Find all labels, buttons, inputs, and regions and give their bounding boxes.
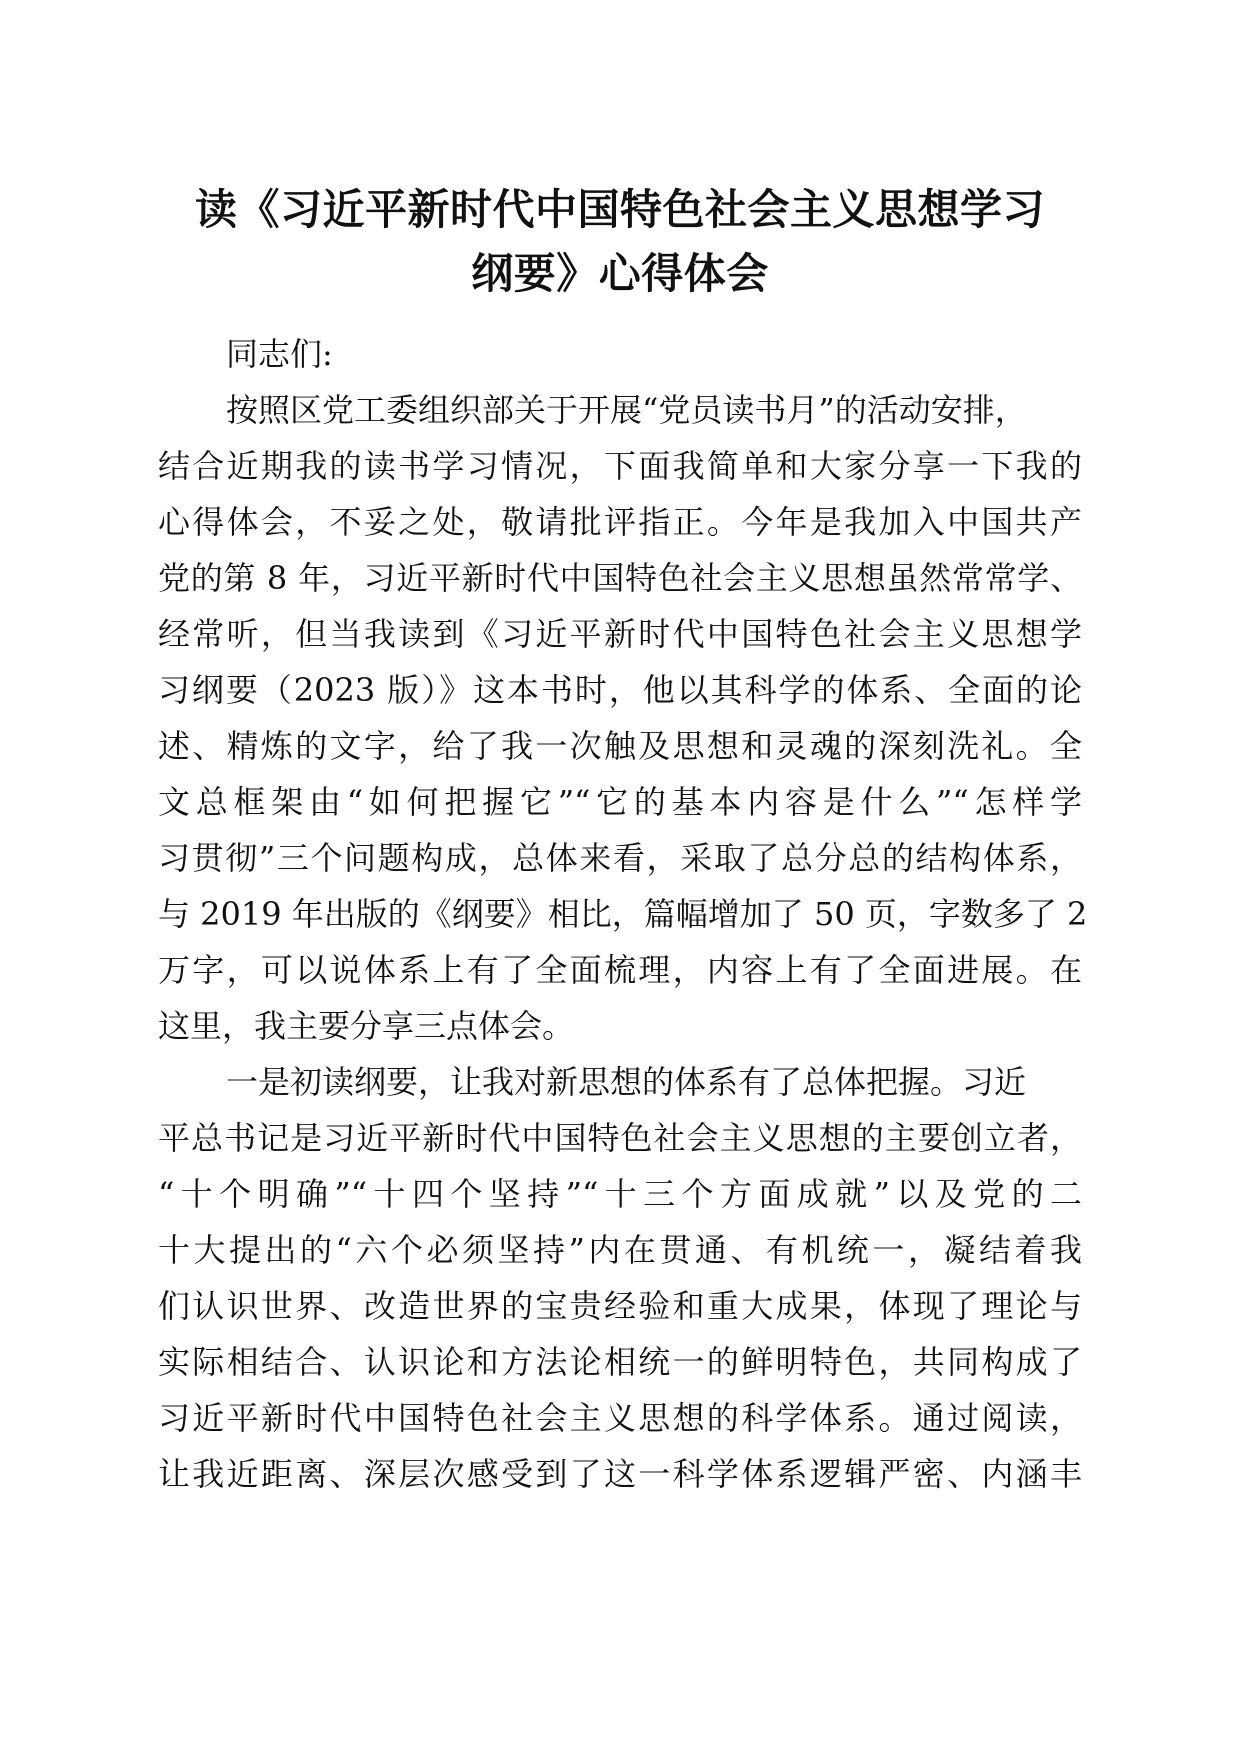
paragraph-line: 习纲要（2023 版）》这本书时，他以其科学的体系、全面的论 bbox=[158, 671, 1082, 709]
paragraph-line: 与 2019 年出版的《纲要》相比，篇幅增加了 50 页，字数多了 2 bbox=[158, 895, 1088, 933]
paragraph-line: 述、精炼的文字，给了我一次触及思想和灵魂的深刻洗礼。全 bbox=[158, 727, 1082, 765]
paragraph-line: 十大提出的“六个必须坚持”内在贯通、有机统一，凝结着我 bbox=[158, 1231, 1082, 1269]
paragraph-line: 让我近距离、深层次感受到了这一科学体系逻辑严密、内涵丰 bbox=[158, 1455, 1082, 1493]
paragraph-line: 心得体会，不妥之处，敬请批评指正。今年是我加入中国共产 bbox=[158, 503, 1082, 541]
document-title bbox=[150, 178, 1090, 306]
paragraph-line: 结合近期我的读书学习情况，下面我简单和大家分享一下我的 bbox=[158, 447, 1082, 485]
paragraph-line: 实际相结合、认识论和方法论相统一的鲜明特色，共同构成了 bbox=[158, 1343, 1082, 1381]
paragraph-1 bbox=[158, 382, 1088, 1054]
paragraph-line: 文总框架由“如何把握它”“它的基本内容是什么”“怎样学 bbox=[158, 783, 1082, 821]
paragraph-line: 平总书记是习近平新时代中国特色社会主义思想的主要创立者， bbox=[158, 1119, 1082, 1157]
paragraph-line: 习贯彻”三个问题构成，总体来看，采取了总分总的结构体系， bbox=[158, 839, 1082, 877]
paragraph-line: 习近平新时代中国特色社会主义思想的科学体系。通过阅读， bbox=[158, 1399, 1082, 1437]
paragraph-line: “十个明确”“十四个坚持”“十三个方面成就”以及党的二 bbox=[158, 1175, 1082, 1213]
paragraph-line: 一是初读纲要，让我对新思想的体系有了总体把握。习近 bbox=[226, 1063, 1027, 1101]
paragraph-line: 这里，我主要分享三点体会。 bbox=[158, 1007, 575, 1045]
title-line: 读《习近平新时代中国特色社会主义思想学习 bbox=[194, 185, 1045, 234]
paragraph-line: 按照区党工委组织部关于开展“党员读书月”的活动安排， bbox=[226, 391, 1027, 429]
paragraph-line: 经常听，但当我读到《习近平新时代中国特色社会主义思想学 bbox=[158, 615, 1082, 653]
paragraph-line: 党的第 8 年，习近平新时代中国特色社会主义思想虽然常常学、 bbox=[158, 559, 1082, 597]
salutation: 同志们: bbox=[226, 335, 333, 373]
document-body bbox=[158, 326, 1088, 1502]
title-line: 纲要》心得体会 bbox=[471, 249, 769, 298]
paragraph-2 bbox=[158, 1054, 1082, 1502]
paragraph-line: 万字，可以说体系上有了全面梳理，内容上有了全面进展。在 bbox=[158, 951, 1082, 989]
paragraph-line: 们认识世界、改造世界的宝贵经验和重大成果，体现了理论与 bbox=[158, 1287, 1082, 1325]
